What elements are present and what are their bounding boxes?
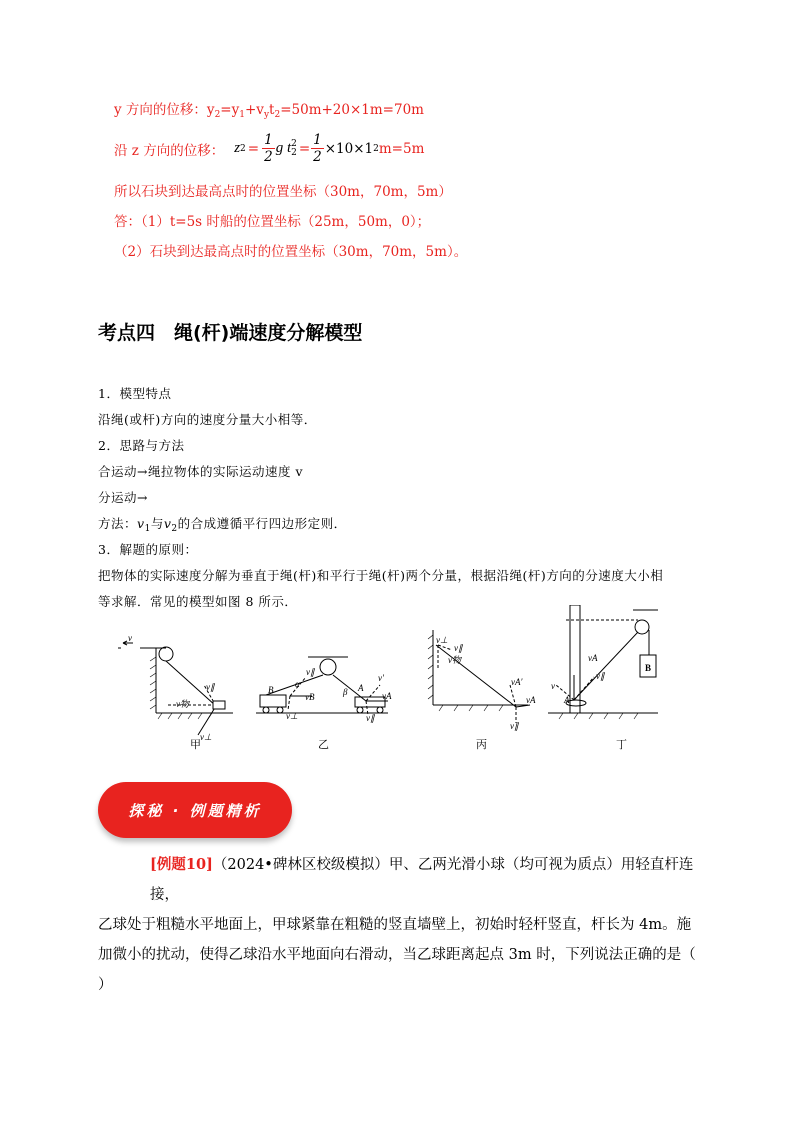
svg-text:v⊥: v⊥ — [200, 732, 212, 742]
svg-text:A: A — [564, 695, 570, 705]
item2-b: 分运动→ — [98, 490, 148, 505]
label-ding: 丁 — [616, 739, 627, 750]
svg-text:v物: v物 — [448, 655, 461, 665]
z-displacement-label: 沿 z 方向的位移： — [114, 142, 225, 159]
label-bing: 丙 — [476, 739, 487, 750]
svg-text:β: β — [343, 687, 348, 697]
example-line2: 乙球处于粗糙水平地面上，甲球紧靠在粗糙的竖直墙壁上，初始时轻杆竖直，杆长为 4m。施 — [98, 917, 692, 933]
item2-c-post: 的合成遵循平行四边形定则． — [177, 516, 347, 531]
label-jia: 甲 — [190, 739, 201, 750]
svg-text:v∥: v∥ — [306, 667, 315, 677]
svg-text:v: v — [551, 681, 555, 691]
item3-text2: 等求解．常见的模型如图 8 所示． — [98, 594, 298, 609]
section-badge — [98, 782, 292, 838]
example-line3: 加微小的扰动，使得乙球沿水平地面向右滑动，当乙球距离起点 3m 时，下列说法正确的是（ — [98, 947, 696, 963]
example-tag: [例题10] — [150, 856, 213, 873]
example-line1: （2024•碑林区校级模拟）甲、乙两光滑小球（均可视为质点）用轻直杆连接， — [150, 857, 694, 903]
item1-text: 沿绳(或杆)方向的速度分量大小相等． — [98, 412, 317, 427]
svg-text:v物: v物 — [176, 699, 189, 709]
y-displacement-line: y 方向的位移：$y_2=y_1+v_yt_2=50m+20\times 1m=70m$ — [114, 102, 424, 120]
svg-text:vA: vA — [526, 695, 536, 705]
z-displacement-tail: m=5m — [378, 140, 425, 157]
svg-text:vB: vB — [305, 692, 315, 702]
svg-text:vA: vA — [382, 691, 392, 701]
diagram-jia — [118, 641, 233, 735]
svg-text:v∥: v∥ — [366, 713, 375, 723]
svg-text:v∥: v∥ — [596, 671, 605, 681]
item2-c-mid: 与 — [150, 516, 164, 531]
svg-text:B: B — [645, 663, 652, 673]
item3-text1: 把物体的实际速度分解为垂直于绳(杆)和平行于绳(杆)两个分量，根据沿绳(杆)方向的分速度大小相 — [98, 568, 664, 583]
svg-text:v⊥: v⊥ — [286, 711, 298, 721]
figure-8-diagrams — [118, 605, 678, 750]
y-displacement-label: y 方向的位移： — [114, 102, 207, 118]
svg-text:v′: v′ — [378, 673, 384, 683]
item3-title: 3．解题的原则： — [98, 542, 198, 557]
section-title: 考点四 绳(杆)端速度分解模型 — [98, 322, 363, 344]
svg-text:B: B — [268, 685, 274, 695]
item2-title: 2．思路与方法 — [98, 438, 185, 453]
conclusion-line: 所以石块到达最高点时的位置坐标（30m，70m，5m） — [114, 184, 452, 200]
item2-c: 方法：$v_1$与$v_2$的合成遵循平行四边形定则． — [98, 516, 347, 534]
z-displacement-line: 沿 z 方向的位移： z 2 = $\frac{1}{2}$ g t 2 2 = $\frac{1}{2}$ ×10×1 2 m=5m — [114, 132, 425, 165]
label-yi: 乙 — [318, 739, 329, 750]
y-displacement-expr: =50m+20×1m=70m — [280, 102, 424, 118]
item2-a: 合运动→绳拉物体的实际运动速度 v — [98, 464, 304, 479]
svg-text:v∥: v∥ — [510, 721, 519, 731]
svg-text:A: A — [358, 683, 364, 693]
svg-text:v∥: v∥ — [206, 682, 215, 692]
diagram-yi — [256, 657, 388, 715]
item1-title: 1．模型特点 — [98, 386, 172, 401]
svg-text:v⊥: v⊥ — [436, 635, 448, 645]
example-paragraph — [98, 850, 706, 1000]
answer-2-line: （2）石块到达最高点时的位置坐标（30m，70m，5m）。 — [114, 244, 468, 260]
item2-c-pre: 方法： — [98, 516, 138, 531]
svg-text:α: α — [295, 679, 300, 689]
badge-text: 探秘 · 例题精析 — [128, 801, 262, 820]
svg-text:v∥: v∥ — [454, 643, 463, 653]
answer-1-line: 答：（1）t=5s 时船的位置坐标（25m，50m，0）； — [114, 214, 431, 230]
svg-text:vA: vA — [588, 653, 598, 663]
svg-text:v: v — [128, 633, 132, 643]
svg-text:vA′: vA′ — [511, 677, 523, 687]
example-line4: ） — [98, 977, 113, 993]
